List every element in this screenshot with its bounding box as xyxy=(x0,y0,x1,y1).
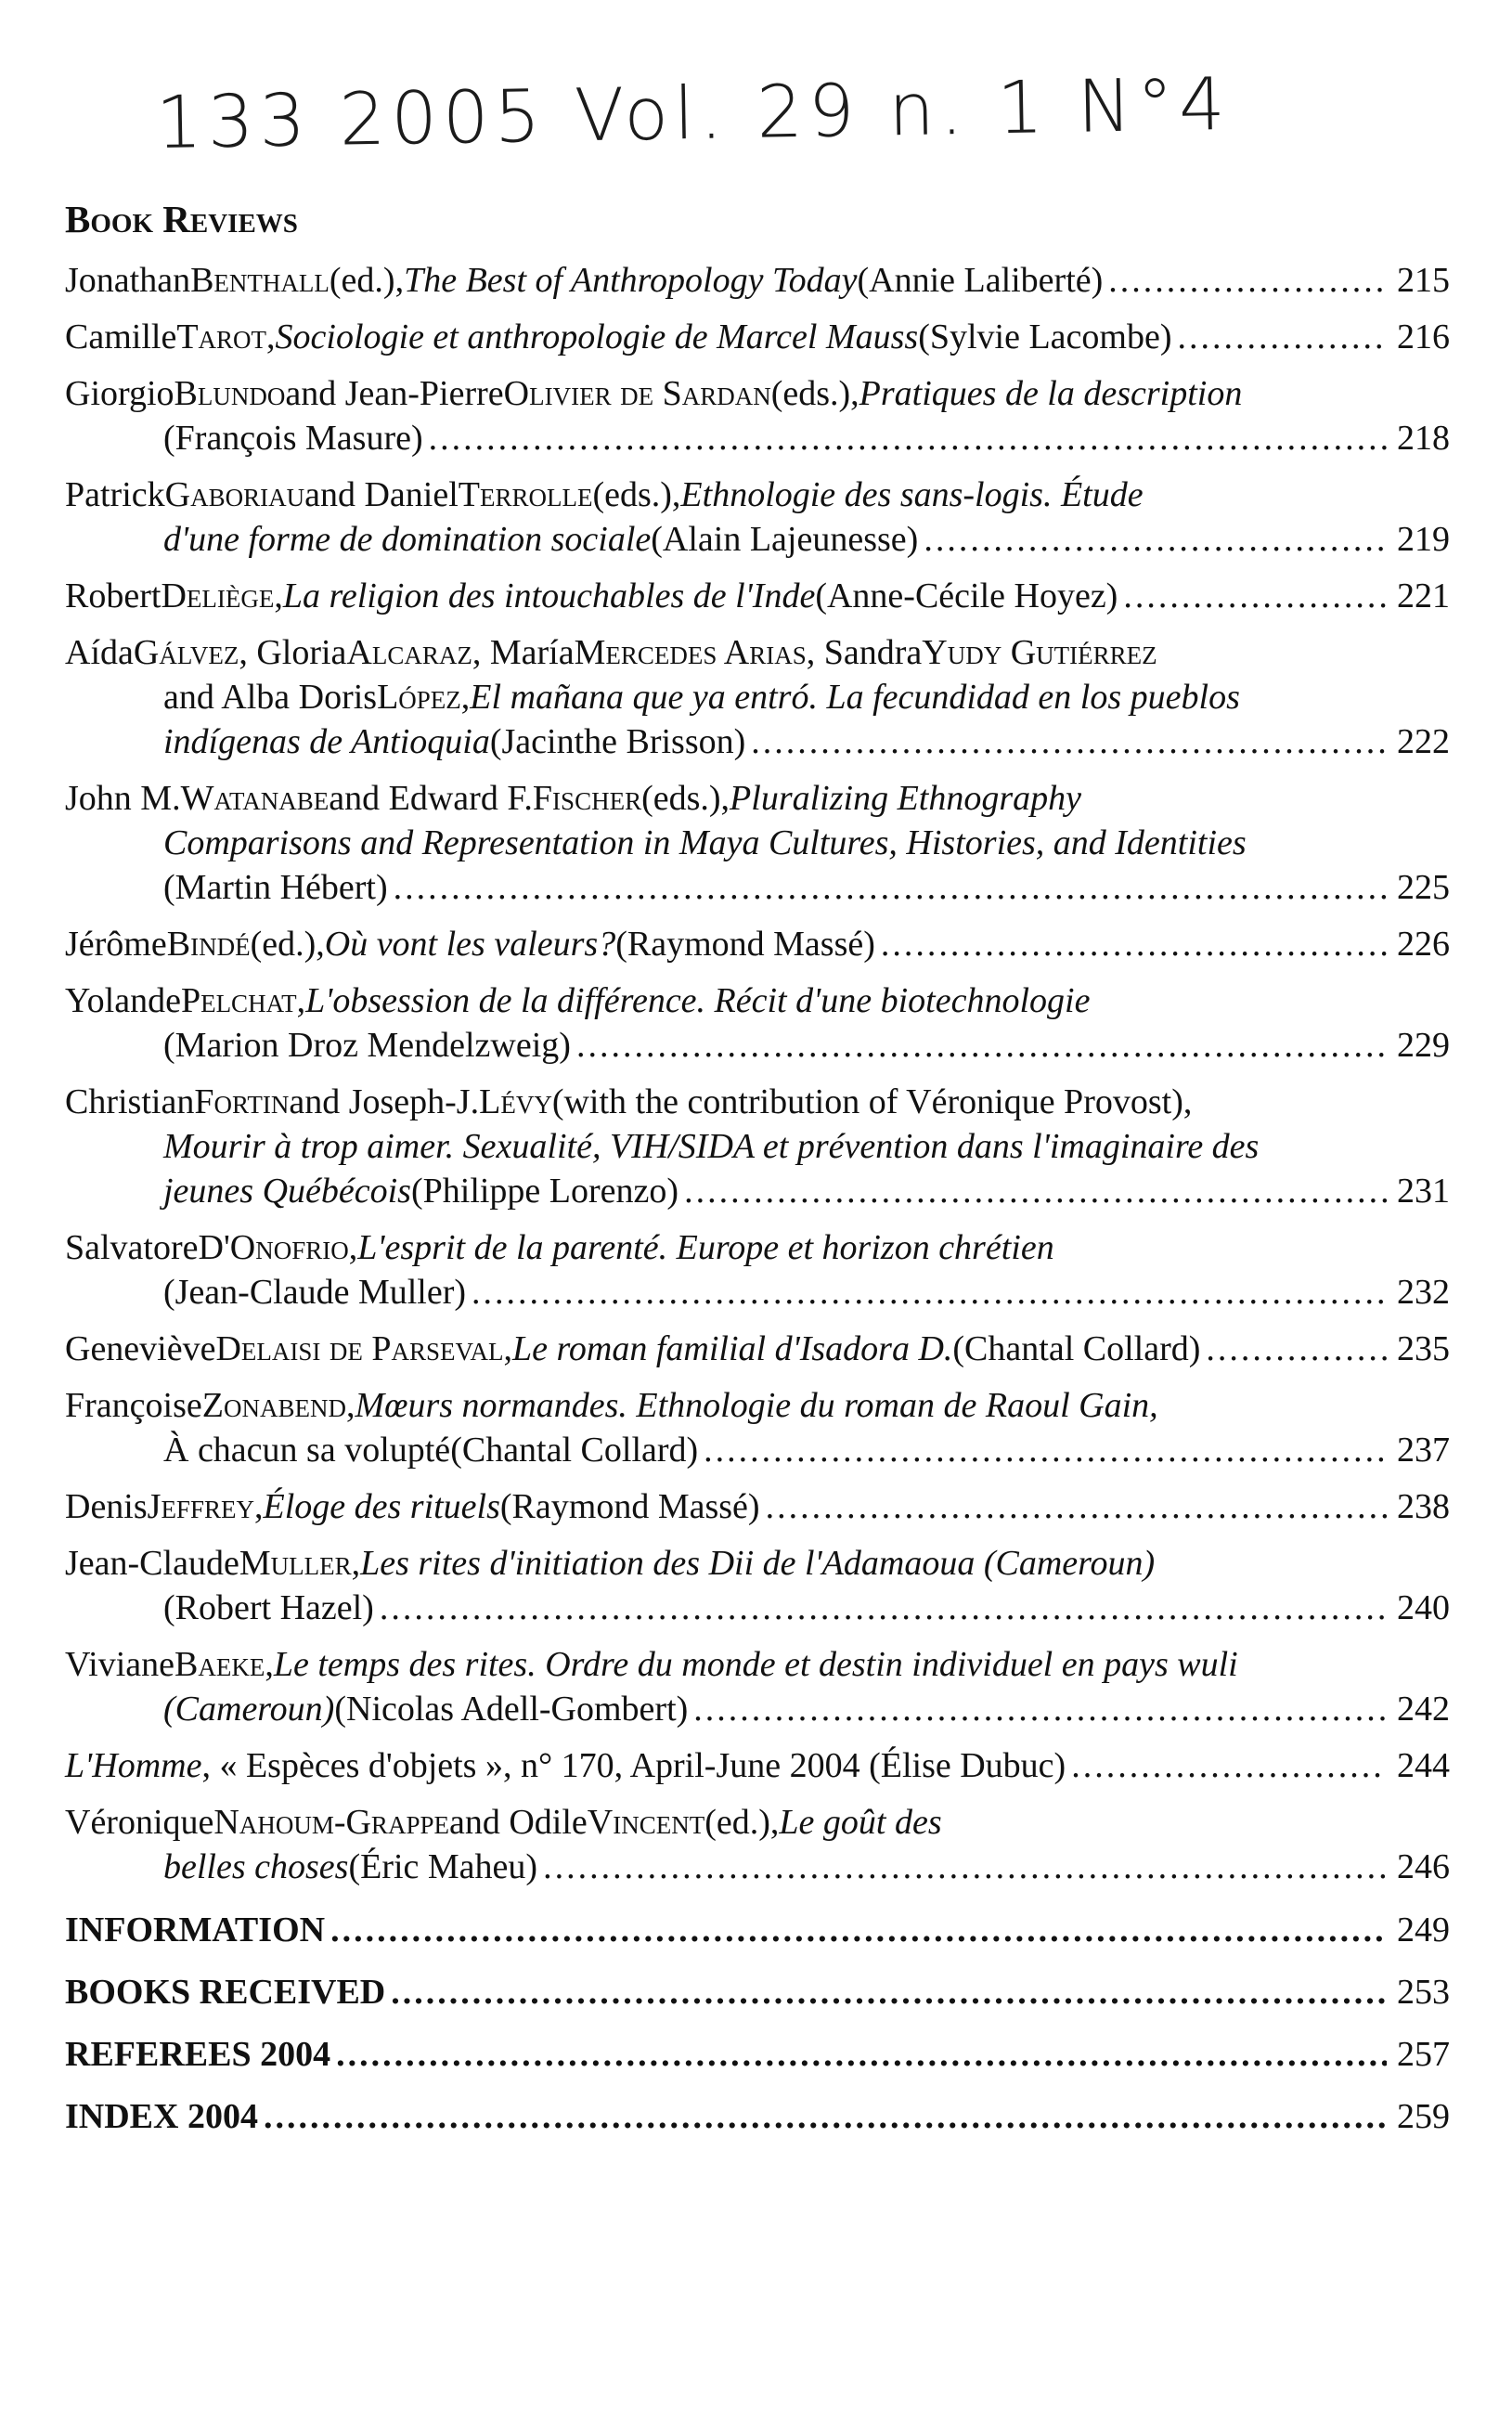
page-number: 238 xyxy=(1397,1487,1450,1526)
entry-text: , xyxy=(274,576,283,615)
toc-section-entry xyxy=(65,1970,1450,2014)
entry-text: (ed.), xyxy=(704,1803,780,1842)
author-surname: Muller xyxy=(239,1544,352,1583)
toc-entry xyxy=(65,630,1450,764)
entry-text: Jérôme xyxy=(65,925,167,964)
author-surname: López xyxy=(377,678,461,717)
entry-text: Denis xyxy=(65,1487,148,1526)
entry-text: (Annie Laliberté) xyxy=(857,261,1104,300)
author-surname: Blundo xyxy=(174,374,286,413)
author-surname: Pelchat xyxy=(180,981,297,1020)
entry-text: (Éric Maheu) xyxy=(348,1847,538,1886)
dot-leader xyxy=(881,922,1387,966)
author-surname: Nahoum-Grappe xyxy=(213,1803,449,1842)
author-surname: Fortin xyxy=(194,1082,290,1121)
toc-entry-line xyxy=(65,719,1450,764)
entry-text: Camille xyxy=(65,317,177,356)
author-surname: Mercedes Arias xyxy=(574,633,807,672)
entry-text: Jean-Claude xyxy=(65,1544,239,1583)
section-heading: Book Reviews xyxy=(65,198,298,240)
page-number: 235 xyxy=(1397,1329,1450,1368)
toc-entry-line xyxy=(65,776,1450,821)
book-title: Ethnologie des sans-logis. Étude xyxy=(680,475,1144,514)
entry-text: (Jacinthe Brisson) xyxy=(489,722,746,761)
entry-text: (with the contribution of Véronique Provost), xyxy=(551,1082,1193,1121)
author-surname: Lévy xyxy=(479,1082,552,1121)
toc-entry xyxy=(65,1327,1450,1371)
toc-entry-line xyxy=(65,978,1450,1023)
dot-leader xyxy=(1108,258,1387,303)
book-title: (Cameroun) xyxy=(163,1690,335,1729)
entry-text: , « Espèces d'objets », n° 170, April-June 2004 (Élise Dubuc) xyxy=(201,1746,1066,1785)
entry-text: (Raymond Massé) xyxy=(615,925,875,964)
author-surname: D'Onofrio xyxy=(198,1228,349,1267)
dot-leader xyxy=(429,416,1387,460)
dot-leader xyxy=(336,2032,1387,2077)
toc-entry-line xyxy=(65,1687,1450,1731)
book-title: Où vont les valeurs? xyxy=(324,925,616,964)
entry-text: Salvatore xyxy=(65,1228,199,1267)
toc-entry-line xyxy=(65,821,1450,865)
book-title: Éloge des rituels xyxy=(263,1487,500,1526)
entry-text: , xyxy=(460,678,471,717)
entry-text: , xyxy=(348,1228,358,1267)
dot-leader xyxy=(380,1586,1387,1630)
toc-entry-line xyxy=(65,1124,1450,1169)
entry-text: (Anne-Cécile Hoyez) xyxy=(815,576,1118,615)
entry-text: John M. xyxy=(65,779,181,818)
entry-text: (Chantal Collard) xyxy=(450,1431,699,1470)
toc-entry-line xyxy=(65,922,1450,966)
book-title: Pluralizing Ethnography xyxy=(730,779,1081,818)
entry-text: Viviane xyxy=(65,1645,175,1684)
book-title: indígenas de Antioquia xyxy=(163,722,490,761)
section-label: INDEX 2004 xyxy=(65,2097,258,2136)
book-title: jeunes Québécois xyxy=(163,1172,411,1211)
book-title: L'Homme xyxy=(65,1746,202,1785)
page-number: 232 xyxy=(1397,1273,1450,1312)
author-surname: Olivier de Sardan xyxy=(503,374,771,413)
dot-leader xyxy=(1123,574,1387,618)
dot-leader xyxy=(1071,1743,1387,1788)
author-surname: Yudy Gutiérrez xyxy=(922,633,1157,672)
toc-entry-line xyxy=(65,1800,1450,1845)
dot-leader xyxy=(1206,1327,1387,1371)
entry-text: Geneviève xyxy=(65,1329,216,1368)
author-surname: Jeffrey xyxy=(147,1487,254,1526)
author-surname: Benthall xyxy=(190,261,330,300)
entry-text: , xyxy=(503,1329,513,1368)
toc-entry xyxy=(65,1642,1450,1731)
toc-entry-line xyxy=(65,1642,1450,1687)
toc-entry-line xyxy=(65,1541,1450,1586)
page-number: 218 xyxy=(1397,419,1450,458)
entry-text: and Edward F. xyxy=(329,779,533,818)
entry-text: , xyxy=(253,1487,264,1526)
toc-entry-line xyxy=(65,1270,1450,1315)
toc-entry-line xyxy=(65,1845,1450,1889)
entry-text: (Philippe Lorenzo) xyxy=(410,1172,679,1211)
dot-leader xyxy=(1178,315,1388,359)
page-number: 246 xyxy=(1397,1847,1450,1886)
book-title: Mourir à trop aimer. Sexualité, VIH/SIDA et prévention dans l'imaginaire des xyxy=(163,1127,1260,1166)
entry-text: (ed.), xyxy=(250,925,325,964)
author-surname: Vincent xyxy=(587,1803,705,1842)
entry-text: , María xyxy=(472,633,575,672)
entry-text: Christian xyxy=(65,1082,195,1121)
entry-text: (eds.), xyxy=(770,374,859,413)
entry-text: (ed.), xyxy=(329,261,405,300)
entry-text: (Sylvie Lacombe) xyxy=(918,317,1172,356)
toc-section-entry xyxy=(65,1908,1450,1952)
page-number: 216 xyxy=(1397,317,1450,356)
page-number: 237 xyxy=(1397,1431,1450,1470)
page-number: 231 xyxy=(1397,1172,1450,1211)
entry-text: and Odile xyxy=(448,1803,588,1842)
toc-entry-line xyxy=(65,371,1450,416)
toc-entry-line xyxy=(65,1743,1450,1788)
page-number: 215 xyxy=(1397,261,1450,300)
author-surname: Gálvez xyxy=(133,633,239,672)
book-title: Le goût des xyxy=(779,1803,942,1842)
toc-entry-line xyxy=(65,1169,1450,1213)
book-title: Le temps des rites. Ordre du monde et destin individuel en pays wuli xyxy=(273,1645,1238,1684)
entry-text: and Joseph-J. xyxy=(289,1082,480,1121)
toc-entry xyxy=(65,1541,1450,1630)
entry-text: (Nicolas Adell-Gombert) xyxy=(334,1690,689,1729)
toc-entry-line xyxy=(65,675,1450,719)
toc-entry xyxy=(65,1800,1450,1889)
dot-leader xyxy=(472,1270,1387,1315)
section-label: REFEREES 2004 xyxy=(65,2035,331,2074)
entry-text: (eds.), xyxy=(592,475,681,514)
page-number: 259 xyxy=(1397,2097,1450,2136)
entry-text: , xyxy=(296,981,306,1020)
entry-text: Robert xyxy=(65,576,162,615)
toc-entry-line xyxy=(65,1023,1450,1068)
book-title: L'esprit de la parenté. Europe et horizon chrétien xyxy=(357,1228,1054,1267)
book-title: Comparisons and Representation in Maya Cultures, Histories, and Identities xyxy=(163,823,1247,862)
page-number: 257 xyxy=(1397,2035,1450,2074)
dot-leader xyxy=(766,1484,1387,1529)
book-title: Mœurs normandes. Ethnologie du roman de Raoul Gain, xyxy=(355,1386,1158,1425)
entry-text: , Gloria xyxy=(239,633,347,672)
toc-entry-line xyxy=(65,1484,1450,1529)
author-surname: Watanabe xyxy=(180,779,330,818)
page-number: 244 xyxy=(1397,1746,1450,1785)
entry-text: (Jean-Claude Muller) xyxy=(163,1273,467,1312)
toc-entry-line xyxy=(65,517,1450,562)
entry-text: , xyxy=(265,1645,274,1684)
author-surname: Bindé xyxy=(166,925,251,964)
toc-entry-line xyxy=(65,1225,1450,1270)
toc-entry-line xyxy=(65,473,1450,517)
toc-entry xyxy=(65,258,1450,303)
toc-section-entry xyxy=(65,2032,1450,2077)
entry-text: Yolande xyxy=(65,981,181,1020)
book-title: La religion des intouchables de l'Inde xyxy=(282,576,816,615)
toc-entry xyxy=(65,1225,1450,1315)
entry-text: (Alain Lajeunesse) xyxy=(651,520,919,559)
entry-text: Jonathan xyxy=(65,261,191,300)
toc-entry xyxy=(65,1484,1450,1529)
page-number: 222 xyxy=(1397,722,1450,761)
toc-entry xyxy=(65,1383,1450,1472)
toc-entry-line xyxy=(65,574,1450,618)
entry-text: À chacun sa volupté xyxy=(163,1431,451,1470)
dot-leader xyxy=(693,1687,1387,1731)
book-title: d'une forme de domination sociale xyxy=(163,520,652,559)
dot-leader xyxy=(394,865,1387,910)
page-number: 225 xyxy=(1397,868,1450,907)
entry-text: , xyxy=(345,1386,355,1425)
dot-leader xyxy=(264,2094,1387,2139)
dot-leader xyxy=(330,1908,1387,1952)
author-surname: Gaboriau xyxy=(164,475,305,514)
toc-entry xyxy=(65,315,1450,359)
book-title: Pratiques de la description xyxy=(859,374,1243,413)
toc-entry xyxy=(65,574,1450,618)
entry-text: Françoise xyxy=(65,1386,202,1425)
toc-entry xyxy=(65,371,1450,460)
entry-text: (eds.), xyxy=(641,779,730,818)
entry-text: , Sandra xyxy=(806,633,923,672)
entry-text: (Raymond Massé) xyxy=(499,1487,760,1526)
toc-entry xyxy=(65,1743,1450,1788)
toc-entry xyxy=(65,922,1450,966)
book-title: The Best of Anthropology Today xyxy=(404,261,858,300)
dot-leader xyxy=(924,517,1387,562)
page-number: 242 xyxy=(1397,1690,1450,1729)
toc-entry xyxy=(65,978,1450,1068)
author-surname: Zonabend xyxy=(201,1386,346,1425)
entry-text: Patrick xyxy=(65,475,165,514)
book-title: El mañana que ya entró. La fecundidad en los pueblos xyxy=(470,678,1240,717)
entry-text: and Jean-Pierre xyxy=(285,374,504,413)
toc-entry-line xyxy=(65,865,1450,910)
entry-text: (Robert Hazel) xyxy=(163,1588,374,1627)
dot-leader xyxy=(576,1023,1387,1068)
page-number: 229 xyxy=(1397,1026,1450,1065)
book-title: Sociologie et anthropologie de Marcel Mauss xyxy=(275,317,919,356)
page-number: 219 xyxy=(1397,520,1450,559)
book-title: L'obsession de la différence. Récit d'une biotechnologie xyxy=(305,981,1091,1020)
toc-section-entry xyxy=(65,2094,1450,2139)
entry-text: (Chantal Collard) xyxy=(952,1329,1201,1368)
author-surname: Deliège xyxy=(161,576,275,615)
entry-text: , xyxy=(351,1544,361,1583)
toc-entry-line xyxy=(65,315,1450,359)
handwritten-note: 133 2005 Vol. 29 n. 1 N°4 xyxy=(155,62,1232,166)
dot-leader xyxy=(704,1428,1387,1472)
dot-leader xyxy=(543,1845,1387,1889)
book-title: belles choses xyxy=(163,1847,349,1886)
author-surname: Delaisi de Parseval xyxy=(215,1329,504,1368)
entry-text: and Daniel xyxy=(304,475,459,514)
page-number: 249 xyxy=(1397,1910,1450,1949)
toc-entry-line xyxy=(65,1080,1450,1124)
author-surname: Baeke xyxy=(174,1645,265,1684)
toc-entry-line xyxy=(65,630,1450,675)
entry-text: (Marion Droz Mendelzweig) xyxy=(163,1026,571,1065)
toc-entry-line xyxy=(65,1428,1450,1472)
toc-entry xyxy=(65,473,1450,562)
page-number: 253 xyxy=(1397,1973,1450,2012)
entry-text: (Martin Hébert) xyxy=(163,868,388,907)
table-of-contents xyxy=(65,258,1450,2139)
page-number: 240 xyxy=(1397,1588,1450,1627)
toc-entry xyxy=(65,776,1450,910)
toc-entry-line xyxy=(65,258,1450,303)
toc-entry-line xyxy=(65,1327,1450,1371)
section-label: INFORMATION xyxy=(65,1910,326,1949)
entry-text: Aída xyxy=(65,633,134,672)
author-surname: Terrolle xyxy=(458,475,593,514)
toc-entry-line xyxy=(65,416,1450,460)
toc-entry xyxy=(65,1080,1450,1213)
page-number: 221 xyxy=(1397,576,1450,615)
entry-text: , xyxy=(266,317,276,356)
toc-entry-line xyxy=(65,1586,1450,1630)
page-number: 226 xyxy=(1397,925,1450,964)
book-title: Les rites d'initiation des Dii de l'Adamaoua (Cameroun) xyxy=(360,1544,1156,1583)
section-label: BOOKS RECEIVED xyxy=(65,1973,386,2012)
entry-text: Véronique xyxy=(65,1803,214,1842)
dot-leader xyxy=(751,719,1387,764)
entry-text: (François Masure) xyxy=(163,419,423,458)
dot-leader xyxy=(684,1169,1387,1213)
entry-text: Giorgio xyxy=(65,374,174,413)
entry-text: and Alba Doris xyxy=(163,678,378,717)
dot-leader xyxy=(391,1970,1387,2014)
author-surname: Fischer xyxy=(532,779,642,818)
author-surname: Alcaraz xyxy=(346,633,472,672)
author-surname: Tarot xyxy=(176,317,267,356)
toc-entry-line xyxy=(65,1383,1450,1428)
book-title: Le roman familial d'Isadora D. xyxy=(512,1329,953,1368)
